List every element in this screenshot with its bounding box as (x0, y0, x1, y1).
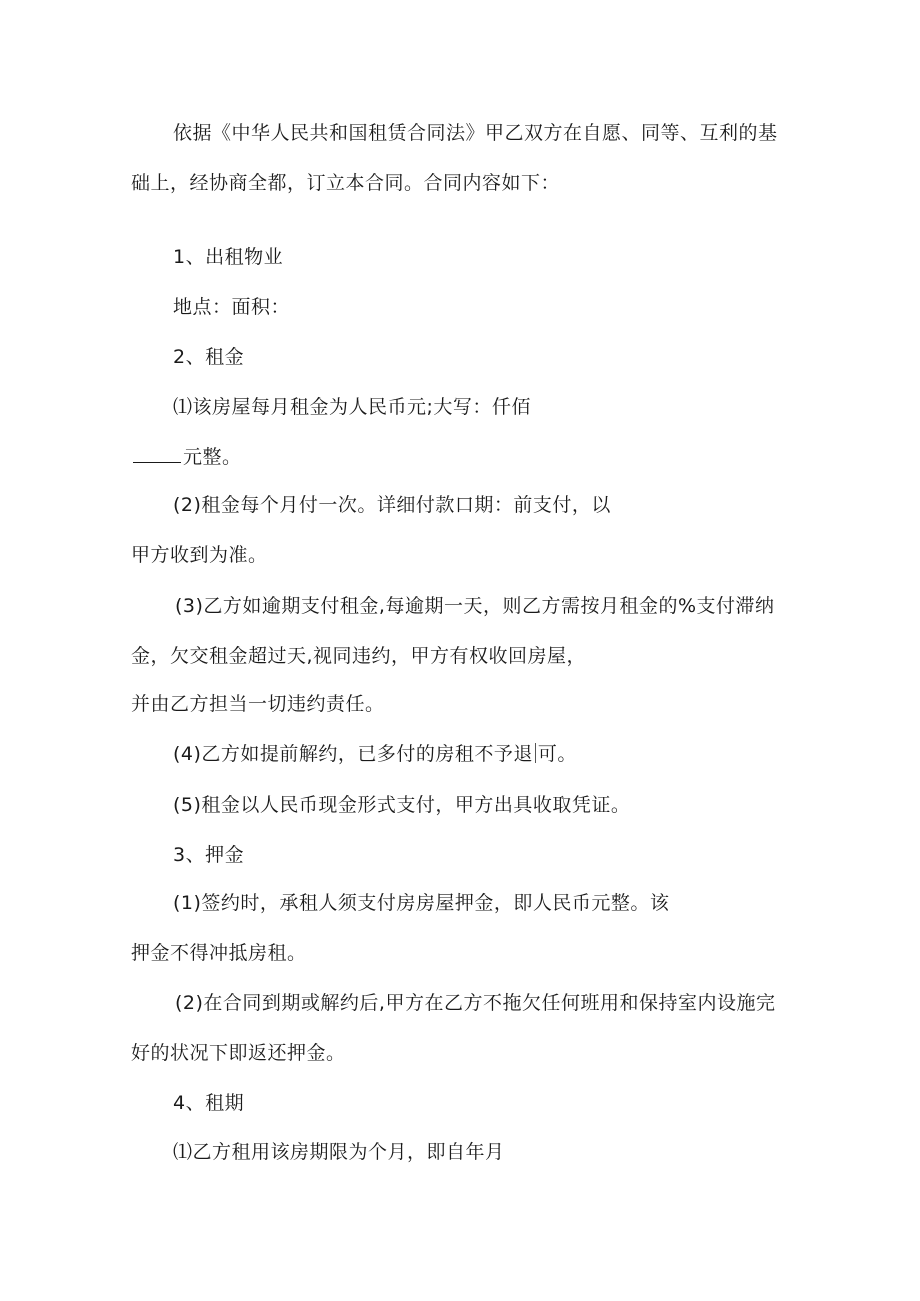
text-cursor-mark (535, 743, 536, 763)
rent-clause-2-line-2: 甲方收到为准。 (131, 544, 268, 566)
rent-clause-4 (173, 741, 577, 767)
rent-clause-1-line-2 (133, 444, 242, 470)
intro-line-1: 依据《中华人民共和国租赁合同法》甲乙双方在自愿、同等、互利的基 (173, 122, 778, 144)
deposit-clause-2-line-2: 好的状况下即返还押金。 (131, 1042, 346, 1064)
rent-clause-4-text-b: 可。 (537, 743, 577, 765)
rent-clause-5: (5)租金以人民币现金形式支付，甲方出具收取凭证。 (173, 794, 631, 816)
rent-clause-4-text-a: (4)乙方如提前解约，已多付的房租不予退 (173, 743, 533, 765)
fill-in-blank (133, 444, 181, 463)
rent-clause-3-line-1: (3)乙方如逾期支付租金,每逾期一天，则乙方需按月租金的%支付滞纳 (175, 595, 775, 617)
rent-clause-1-text: 元整。 (183, 446, 242, 468)
rent-clause-2-line-1: (2)租金每个月付一次。详细付款口期：前支付，以 (173, 494, 611, 516)
rent-clause-1-line-1: ⑴该房屋每月租金为人民币元;大写：仟佰 (173, 396, 531, 418)
section-2-heading: 2、租金 (173, 346, 245, 368)
rent-clause-3-line-3: 并由乙方担当一切违约责任。 (131, 693, 385, 715)
section-3-heading: 3、押金 (173, 844, 245, 866)
section-4-heading: 4、租期 (173, 1092, 245, 1114)
section-1-location: 地点：面积： (173, 296, 291, 318)
deposit-clause-2-line-1: (2)在合同到期或解约后,甲方在乙方不拖欠任何班用和保持室内设施完 (175, 992, 776, 1014)
deposit-clause-1-line-2: 押金不得冲抵房租。 (131, 942, 307, 964)
deposit-clause-1-line-1: (1)签约时，承租人须支付房房屋押金，即人民币元整。该 (173, 892, 670, 914)
term-clause-1: ⑴乙方租用该房期限为个月，即自年月 (173, 1141, 505, 1163)
section-1-heading: 1、出租物业 (173, 246, 284, 268)
rent-clause-3-line-2: 金，欠交租金超过天,视同违约，甲方有权收回房屋， (131, 645, 587, 667)
intro-line-2: 础上，经协商全都，订立本合同。合同内容如下： (131, 172, 561, 194)
